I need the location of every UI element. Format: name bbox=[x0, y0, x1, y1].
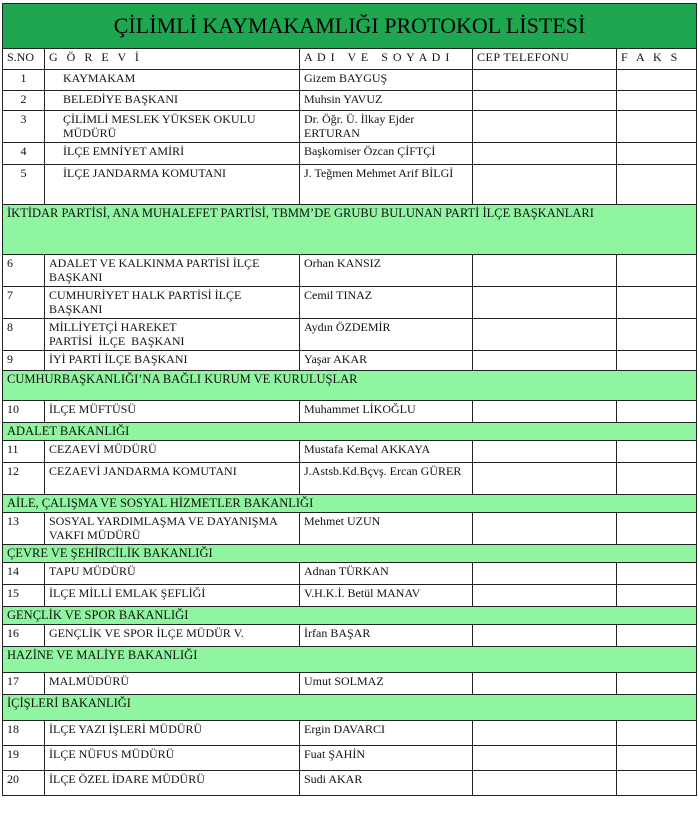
row-cep-cell bbox=[473, 563, 617, 585]
row-cep-cell bbox=[473, 165, 617, 205]
row-number: 4 bbox=[3, 143, 45, 165]
page-title: ÇİLİMLİ KAYMAKAMLIĞI PROTOKOL LİSTESİ bbox=[3, 4, 697, 49]
row-faks-cell bbox=[617, 143, 697, 165]
row-name: İrfan BAŞAR bbox=[300, 625, 473, 647]
row-name: Muhsin YAVUZ bbox=[300, 91, 473, 111]
header-cep-telefonu: CEP TELEFONU bbox=[473, 49, 617, 70]
row-gorev: İLÇE NÜFUS MÜDÜRÜ bbox=[45, 746, 300, 771]
row-faks-cell bbox=[617, 111, 697, 143]
row-gorev: CUMHURİYET HALK PARTİSİ İLÇE BAŞKANI bbox=[45, 287, 300, 319]
row-gorev: İLÇE YAZI İŞLERİ MÜDÜRÜ bbox=[45, 721, 300, 746]
row-gorev: İLÇE MÜFTÜSÜ bbox=[45, 401, 300, 423]
row-number: 16 bbox=[3, 625, 45, 647]
row-faks-cell bbox=[617, 463, 697, 495]
row-number: 14 bbox=[3, 563, 45, 585]
row-faks-cell bbox=[617, 91, 697, 111]
section-parties: İKTİDAR PARTİSİ, ANA MUHALEFET PARTİSİ, TBMM’DE GRUBU BULUNAN PARTİ İLÇE BAŞKANLARI bbox=[3, 205, 697, 255]
row-gorev: İLÇE JANDARMA KOMUTANI bbox=[45, 165, 300, 205]
section-adalet: ADALET BAKANLIĞI bbox=[3, 423, 697, 441]
row-faks-cell bbox=[617, 165, 697, 205]
row-faks-cell bbox=[617, 255, 697, 287]
row-name: Başkomiser Özcan ÇİFTÇİ bbox=[300, 143, 473, 165]
row-faks-cell bbox=[617, 746, 697, 771]
row-gorev: SOSYAL YARDIMLAŞMA VE DAYANIŞMA VAKFI MÜDÜRÜ bbox=[45, 513, 300, 545]
row-number: 6 bbox=[3, 255, 45, 287]
row-faks-cell bbox=[617, 287, 697, 319]
row-faks-cell bbox=[617, 70, 697, 91]
row-gorev: İYİ PARTİ İLÇE BAŞKANI bbox=[45, 351, 300, 371]
section-aile: AİLE, ÇALIŞMA VE SOSYAL HİZMETLER BAKANLIĞI bbox=[3, 495, 697, 513]
row-gorev: İLÇE ÖZEL İDARE MÜDÜRÜ bbox=[45, 771, 300, 796]
row-cep-cell bbox=[473, 255, 617, 287]
row-gorev: KAYMAKAM bbox=[45, 70, 300, 91]
protocol-list-document bbox=[2, 3, 696, 796]
row-gorev: BELEDİYE BAŞKANI bbox=[45, 91, 300, 111]
protocol-table bbox=[2, 3, 697, 796]
row-name: Fuat ŞAHİN bbox=[300, 746, 473, 771]
row-number: 10 bbox=[3, 401, 45, 423]
row-number: 1 bbox=[3, 70, 45, 91]
row-number: 18 bbox=[3, 721, 45, 746]
row-number: 17 bbox=[3, 673, 45, 695]
row-gorev-line: PARTİSİ İLÇE BAŞKANI bbox=[49, 334, 185, 348]
row-name: J.Astsb.Kd.Bçvş. Ercan GÜRER bbox=[300, 463, 473, 495]
row-number: 7 bbox=[3, 287, 45, 319]
row-gorev-line: MİLLİYETÇİ HAREKET bbox=[49, 320, 177, 334]
row-name: Dr. Öğr. Ü. İlkay Ejder ERTURAN bbox=[300, 111, 473, 143]
row-name: Yaşar AKAR bbox=[300, 351, 473, 371]
header-faks: F A K S bbox=[617, 49, 697, 70]
row-gorev: İLÇE EMNİYET AMİRİ bbox=[45, 143, 300, 165]
row-faks-cell bbox=[617, 771, 697, 796]
section-cumhurbaskanligi: CUMHURBAŞKANLIĞI’NA BAĞLI KURUM VE KURULUŞLAR bbox=[3, 371, 697, 401]
row-name: Aydın ÖZDEMİR bbox=[300, 319, 473, 351]
section-cevre: ÇEVRE VE ŞEHİRCİLİK BAKANLIĞI bbox=[3, 545, 697, 563]
row-number: 11 bbox=[3, 441, 45, 463]
row-cep-cell bbox=[473, 513, 617, 545]
row-gorev: TAPU MÜDÜRÜ bbox=[45, 563, 300, 585]
row-number: 3 bbox=[3, 111, 45, 143]
row-cep-cell bbox=[473, 771, 617, 796]
row-number: 13 bbox=[3, 513, 45, 545]
row-cep-cell bbox=[473, 319, 617, 351]
row-cep-cell bbox=[473, 625, 617, 647]
section-hazine: HAZİNE VE MALİYE BAKANLIĞI bbox=[3, 647, 697, 673]
row-cep-cell bbox=[473, 143, 617, 165]
row-gorev: İLÇE MİLLİ EMLAK ŞEFLİĞİ bbox=[45, 585, 300, 607]
row-cep-cell bbox=[473, 91, 617, 111]
row-name: Muhammet LİKOĞLU bbox=[300, 401, 473, 423]
row-gorev: CEZAEVİ JANDARMA KOMUTANI bbox=[45, 463, 300, 495]
row-cep-cell bbox=[473, 463, 617, 495]
row-cep-cell bbox=[473, 585, 617, 607]
row-gorev: MALMÜDÜRÜ bbox=[45, 673, 300, 695]
row-faks-cell bbox=[617, 319, 697, 351]
section-genclik: GENÇLİK VE SPOR BAKANLIĞI bbox=[3, 607, 697, 625]
row-name: Mehmet UZUN bbox=[300, 513, 473, 545]
row-number: 8 bbox=[3, 319, 45, 351]
row-name: Sudi AKAR bbox=[300, 771, 473, 796]
row-number: 2 bbox=[3, 91, 45, 111]
row-faks-cell bbox=[617, 585, 697, 607]
row-number: 5 bbox=[3, 165, 45, 205]
row-name: V.H.K.İ. Betül MANAV bbox=[300, 585, 473, 607]
row-gorev bbox=[45, 319, 300, 351]
row-cep-cell bbox=[473, 351, 617, 371]
row-name: J. Teğmen Mehmet Arif BİLGİ bbox=[300, 165, 473, 205]
row-cep-cell bbox=[473, 746, 617, 771]
row-faks-cell bbox=[617, 563, 697, 585]
header-sno: S.NO bbox=[3, 49, 45, 70]
row-faks-cell bbox=[617, 721, 697, 746]
row-name: Orhan KANSIZ bbox=[300, 255, 473, 287]
row-number: 19 bbox=[3, 746, 45, 771]
row-faks-cell bbox=[617, 441, 697, 463]
row-name: Umut SOLMAZ bbox=[300, 673, 473, 695]
row-faks-cell bbox=[617, 351, 697, 371]
header-gorevi: G Ö R E V İ bbox=[45, 49, 300, 70]
row-faks-cell bbox=[617, 401, 697, 423]
row-name: Adnan TÜRKAN bbox=[300, 563, 473, 585]
row-faks-cell bbox=[617, 625, 697, 647]
row-cep-cell bbox=[473, 287, 617, 319]
row-gorev: ADALET VE KALKINMA PARTİSİ İLÇE BAŞKANI bbox=[45, 255, 300, 287]
row-cep-cell bbox=[473, 70, 617, 91]
row-faks-cell bbox=[617, 513, 697, 545]
row-number: 20 bbox=[3, 771, 45, 796]
row-name: Mustafa Kemal AKKAYA bbox=[300, 441, 473, 463]
row-cep-cell bbox=[473, 673, 617, 695]
row-gorev: GENÇLİK VE SPOR İLÇE MÜDÜR V. bbox=[45, 625, 300, 647]
header-adi-soyadi: A D I V E S O Y A D I bbox=[300, 49, 473, 70]
row-number: 12 bbox=[3, 463, 45, 495]
row-name: Cemil TINAZ bbox=[300, 287, 473, 319]
row-name: Gizem BAYGUŞ bbox=[300, 70, 473, 91]
row-cep-cell bbox=[473, 401, 617, 423]
row-gorev: CEZAEVİ MÜDÜRÜ bbox=[45, 441, 300, 463]
row-cep-cell bbox=[473, 441, 617, 463]
row-gorev: ÇİLİMLİ MESLEK YÜKSEK OKULU MÜDÜRÜ bbox=[45, 111, 300, 143]
row-cep-cell bbox=[473, 111, 617, 143]
row-faks-cell bbox=[617, 673, 697, 695]
row-cep-cell bbox=[473, 721, 617, 746]
row-number: 15 bbox=[3, 585, 45, 607]
section-icisleri: İÇİŞLERİ BAKANLIĞI bbox=[3, 695, 697, 721]
row-number: 9 bbox=[3, 351, 45, 371]
row-name: Ergin DAVARCI bbox=[300, 721, 473, 746]
